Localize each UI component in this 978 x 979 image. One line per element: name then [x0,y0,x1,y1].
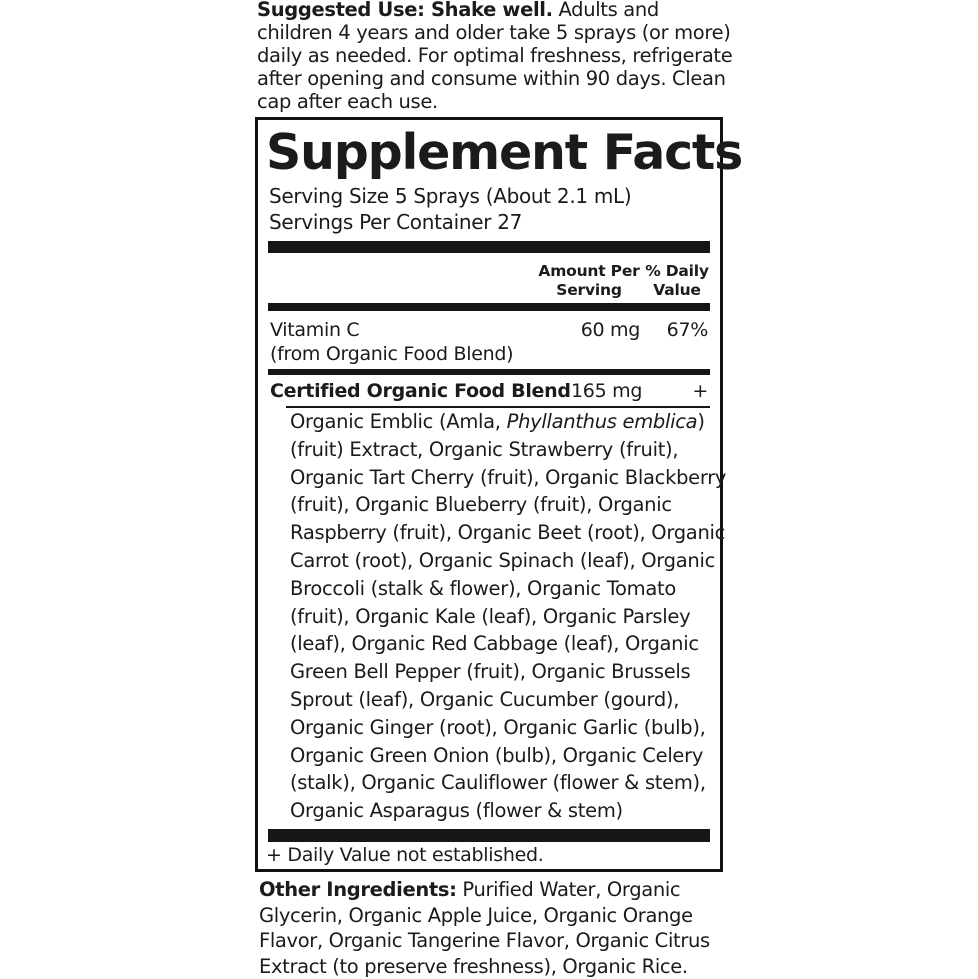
ingredient-text: Raspberry (fruit), Organic Beet (root), Organic [290,521,726,545]
ingredient-line [290,464,727,492]
vitamin-c-dv: 67% [666,319,708,341]
ingredient-line [290,547,720,575]
ingredient-line [290,436,720,464]
header-amount-line1: Amount Per [538,262,640,280]
ingredient-text: Organic Ginger (root), Organic Garlic (bulb), [290,715,706,739]
suggested-use-label: Suggested Use: Shake well. [257,0,553,21]
ingredient-text: Organic Green Onion (bulb), Organic Celery [290,743,704,767]
header-daily-value [642,262,712,300]
header-dv-line2: Value [653,281,701,299]
ingredient-line [290,769,720,797]
ingredient-line [290,519,726,547]
ingredient-text: Organic Asparagus (flower & stem) [290,799,623,823]
ingredient-line [290,575,720,603]
other-ingredients-text [259,877,729,979]
suggested-use-body: Adults and children 4 years and older take 5 sprays (or more) daily as needed. For optimal freshness, refrigerate after opening and consume within 90 days. Clean cap after each use. [257,0,733,113]
ingredient-text: (stalk), Organic Cauliflower (flower & stem), [290,771,706,795]
ingredient-line [290,603,720,631]
ingredient-line [290,742,720,770]
panel-title: Supplement Facts [266,124,743,181]
ingredient-line [290,408,720,436]
vitamin-c-amount: 60 mg [580,319,640,341]
ingredient-text: Organic Emblic (Amla, [290,410,507,433]
ingredient-text: (fruit) Extract, Organic Strawberry (fruit), [290,437,679,461]
ingredient-text: ) [697,410,705,433]
vitamin-c-source: (from Organic Food Blend) [270,343,514,365]
ingredient-line [290,630,720,658]
ingredient-text: (leaf), Organic Red Cabbage (leaf), Organic [290,632,699,656]
medium-divider [268,369,710,375]
thick-divider-bottom [268,829,710,842]
ingredient-text: Green Bell Pepper (fruit), Organic Brussels [290,660,691,684]
vitamin-c-name: Vitamin C [270,319,360,341]
header-dv-line1: % Daily [645,262,709,280]
header-amount-per-serving [536,262,642,300]
servings-per-container: Servings Per Container 27 [269,210,523,234]
ingredient-text: (fruit), Organic Blueberry (fruit), Organic [290,493,672,517]
blend-dv: + [692,380,708,402]
ingredient-line [290,491,720,519]
ingredient-latin-name: Phyllanthus emblica [506,410,698,433]
other-ingredients-label: Other Ingredients: [259,878,457,901]
ingredient-line [290,658,720,686]
blend-amount: 165 mg [571,380,643,402]
footnote: + Daily Value not established. [266,844,544,866]
ingredient-line [290,686,720,714]
thick-divider-top [268,241,710,253]
serving-size: Serving Size 5 Sprays (About 2.1 mL) [269,184,632,208]
ingredient-text: (fruit), Organic Kale (leaf), Organic Parsley [290,604,691,628]
ingredient-text: Carrot (root), Organic Spinach (leaf), Organic [290,548,716,572]
blend-name: Certified Organic Food Blend [270,380,571,402]
blend-ingredients [290,408,727,825]
suggested-use-text [257,0,737,113]
header-amount-line2: Serving [556,281,622,299]
ingredient-line [290,797,720,825]
thick-divider-header [268,303,710,311]
ingredient-line [290,714,720,742]
supplement-facts-panel [255,117,743,872]
other-ingredients-body: Purified Water, Organic Glycerin, Organic Apple Juice, Organic Orange Flavor, Organic Tangerine Flavor, Organic Citrus Extract (to preserve freshness), Organic Rice. [259,878,710,978]
ingredient-text: Broccoli (stalk & flower), Organic Tomato [290,576,676,600]
ingredient-text: Organic Tart Cherry (fruit), Organic Blackberry [290,465,727,489]
ingredient-text: Sprout (leaf), Organic Cucumber (gourd), [290,687,680,711]
